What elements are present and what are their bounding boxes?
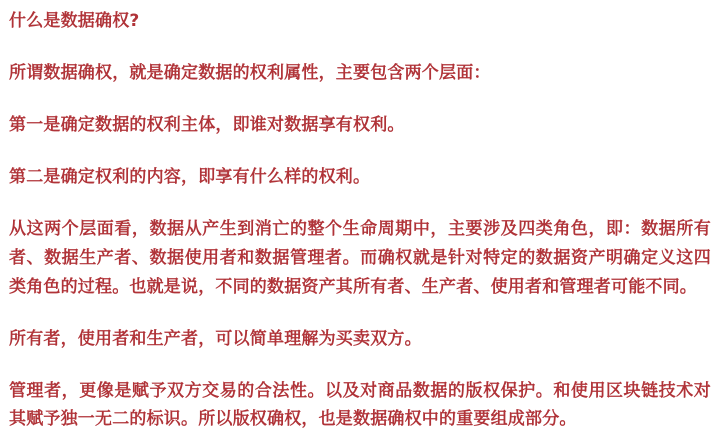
- paragraph-first-aspect: 第一是确定数据的权利主体，即谁对数据享有权利。: [9, 115, 405, 136]
- paragraph-definition: 所谓数据确权，就是确定数据的权利属性，主要包含两个层面：: [9, 63, 491, 84]
- paragraph-four-roles: 从这两个层面看，数据从产生到消亡的整个生命周期中，主要涉及四类角色，即：数据所有者、数据生产者、数据使用者和数据管理者。而确权就是针对特定的数据资产明确定义这四类角色的过程。也就是说，不同的数据资产其所有者、生产者、使用者和管理者可能不同。: [9, 219, 711, 297]
- paragraph-second-aspect: 第二是确定权利的内容，即享有什么样的权利。: [9, 167, 371, 188]
- heading-question: 什么是数据确权?: [9, 11, 140, 31]
- paragraph-buyer-seller: 所有者，使用者和生产者，可以简单理解为买卖双方。: [9, 328, 422, 349]
- paragraph-manager-copyright: 管理者，更像是赋予双方交易的合法性。以及对商品数据的版权保护。和使用区块链技术对其赋予独一无二的标识。所以版权确权，也是数据确权中的重要组成部分。: [9, 380, 711, 430]
